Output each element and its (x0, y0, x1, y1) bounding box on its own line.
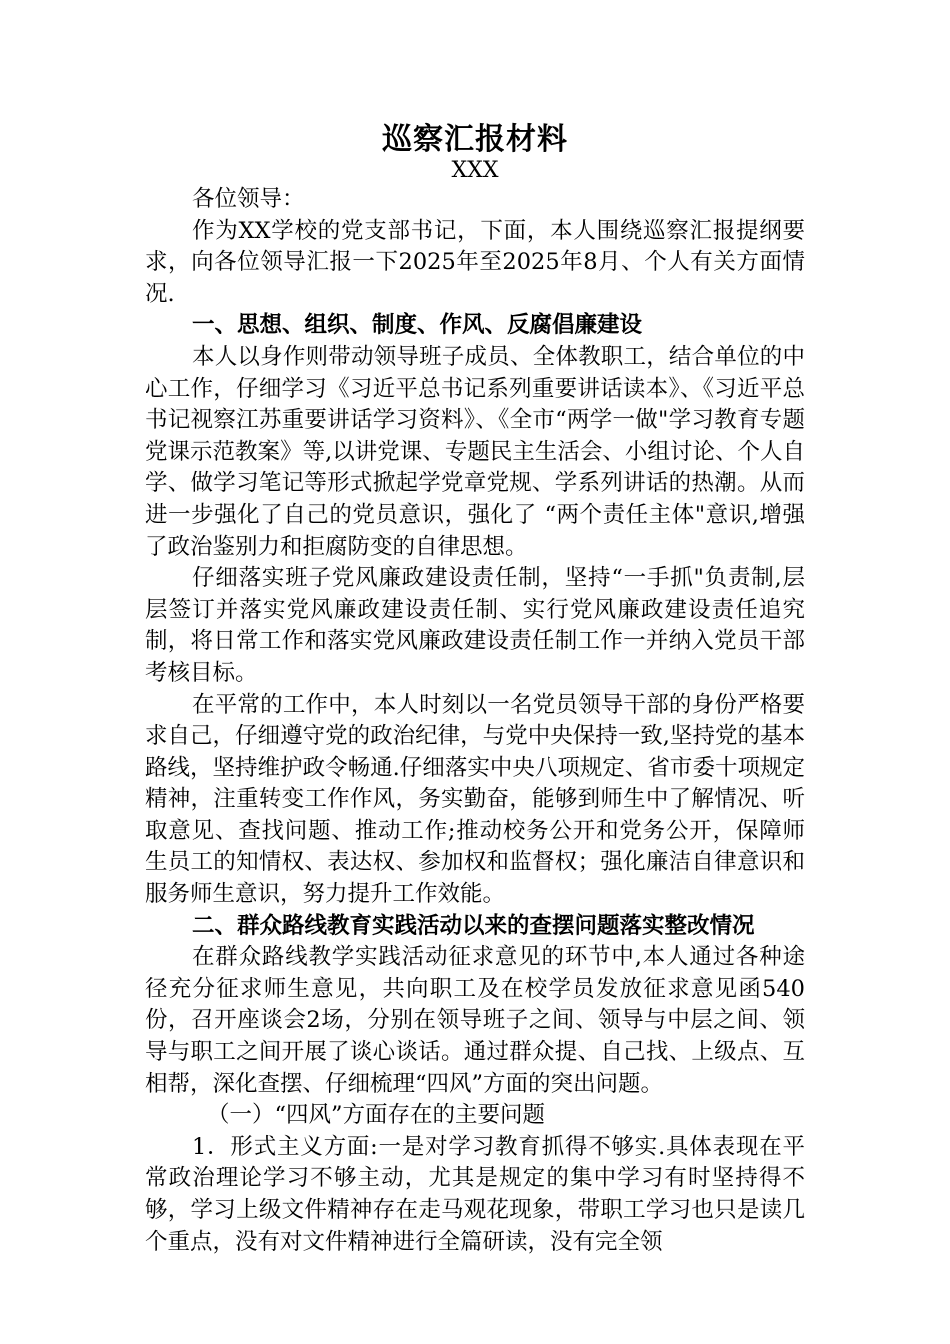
paragraph: 在平常的工作中，本人时刻以一名党员领导干部的身份严格要求自己，仔细遵守党的政治纪律，与党中央保持一致,坚持党的基本路线，坚持维护政令畅通.仔细落实中央八项规定、省市委十项规定精神，注重转变工作作风，务实勤奋，能够到师生中了解情况、听取意见、查找问题、推动工作;推动校务公开和党务公开，保障师生员工的知情权、表达权、参加权和监督权；强化廉洁自律意识和服务师生意识，努力提升工作效能。 (145, 691, 805, 908)
section-heading-2: 二、群众路线教育实践活动以来的查摆问题落实整改情况 (192, 912, 755, 939)
section-heading-1: 一、思想、组织、制度、作风、反腐倡廉建设 (192, 312, 643, 339)
document-title: 巡察汇报材料 (382, 122, 568, 157)
subsection-heading-1: （一）“四风”方面存在的主要问题 (207, 1102, 546, 1129)
salutation: 各位领导： (192, 186, 305, 212)
intro-paragraph: 作为XX学校的党支部书记，下面，本人围绕巡察汇报提纲要求，向各位领导汇报一下2025年至2025年8月、个人有关方面情况. (145, 217, 805, 307)
document-body (145, 184, 805, 1258)
document-author: XXX (451, 158, 499, 183)
paragraph: 在群众路线教学实践活动征求意见的环节中,本人通过各种途径充分征求师生意见，共向职工及在校学员发放征求意见函540份，召开座谈会2场，分别在领导班子之间、领导与中层之间、领导与职工之间开展了谈心谈话。通过群众提、自己找、上级点、互相帮，深化查摆、仔细梳理“四风”方面的突出问题。 (145, 944, 805, 1097)
paragraph: 本人以身作则带动领导班子成员、全体教职工，结合单位的中心工作，仔细学习《习近平总书记系列重要讲话读本》、《习近平总书记视察江苏重要讲话学习资料》、《全市“两学一做"学习教育专题党课示范教案》等,以讲党课、专题民主生活会、小组讨论、个人自学、做学习笔记等形式掀起学党章党规、学系列讲话的热潮。从而进一步强化了自己的党员意识，强化了 “两个责任主体"意识,增强了政治鉴别力和拒腐防变的自律思想。 (145, 343, 805, 560)
paragraph: 1．形式主义方面:一是对学习教育抓得不够实.具体表现在平常政治理论学习不够主动，尤其是规定的集中学习有时坚持得不够，学习上级文件精神存在走马观花现象，带职工学习也只是读几个重点，没有对文件精神进行全篇研读，没有完全领 (145, 1133, 805, 1255)
paragraph: 仔细落实班子党风廉政建设责任制，坚持“一手抓"负责制,层层签订并落实党风廉政建设责任制、实行党风廉政建设责任追究制，将日常工作和落实党风廉政建设责任制工作一并纳入党员干部考核目标。 (145, 565, 805, 686)
